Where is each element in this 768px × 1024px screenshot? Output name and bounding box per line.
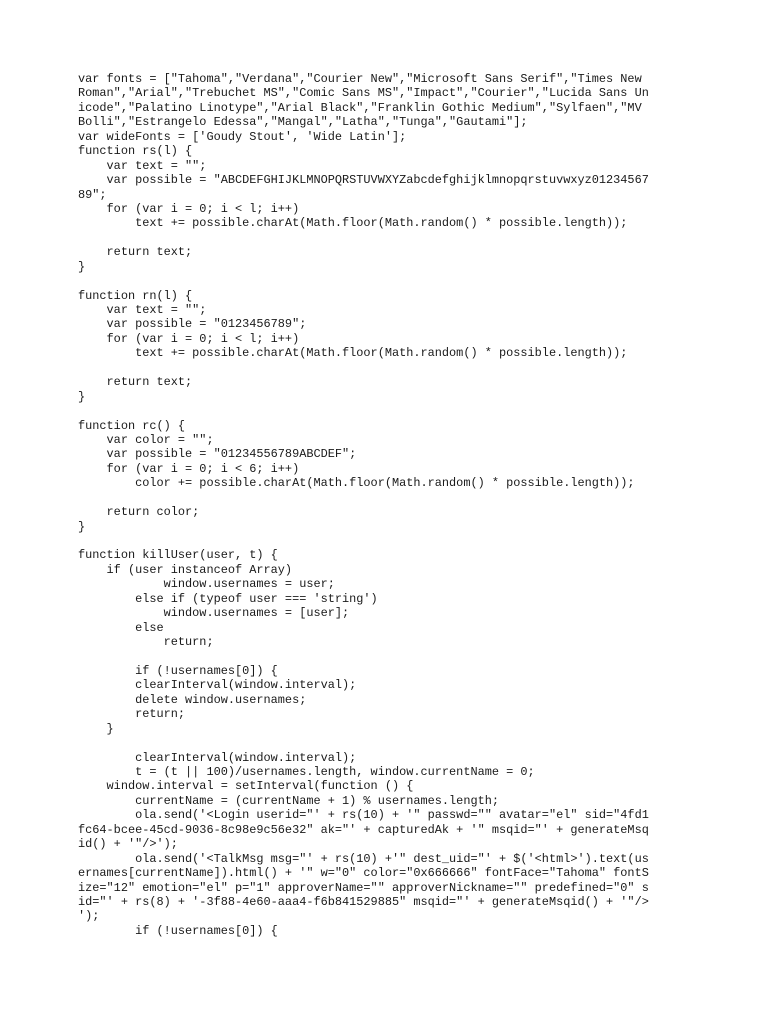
code-line: var wideFonts = ['Goudy Stout', 'Wide Latin']; [78,129,407,144]
code-line: text += possible.charAt(Math.floor(Math.random() * possible.length)); [78,216,628,231]
code-line: } [78,259,86,274]
code-line: function rn(l) { [78,288,193,303]
code-line: window.usernames = user; [78,577,335,592]
code-line: var possible = "ABCDEFGHIJKLMNOPQRSTUVWXYZabcdefghijklmnopqrstuvwxyz01234567 [78,173,649,188]
code-block [78,72,698,938]
code-line [78,361,698,375]
code-line: '); [78,909,100,924]
code-line: return; [78,707,186,722]
code-line: window.interval = setInterval(function () { [78,779,414,794]
code-line: ola.send('<TalkMsg msg="' + rs(10) +'" dest_uid="' + $('<html>').text(us [78,851,649,866]
code-line: clearInterval(window.interval); [78,750,357,765]
code-line [78,534,698,548]
code-line: clearInterval(window.interval); [78,678,357,693]
code-line: currentName = (currentName + 1) % usernames.length; [78,793,499,808]
code-line: for (var i = 0; i < l; i++) [78,201,300,216]
code-line [78,491,698,505]
code-line: window.usernames = [user]; [78,606,350,621]
code-line: var fonts = ["Tahoma","Verdana","Courier New","Microsoft Sans Serif","Times New [78,72,642,86]
code-line: Roman","Arial","Trebuchet MS","Comic Sans MS","Impact","Courier","Lucida Sans Un [78,86,649,101]
code-line: else if (typeof user === 'string') [78,591,378,606]
code-line: if (!usernames[0]) { [78,923,278,938]
code-line: else [78,620,164,635]
code-line: var possible = "01234556789ABCDEF"; [78,447,357,462]
code-line: return text; [78,245,193,260]
code-line: return text; [78,375,193,390]
code-line: id="' + rs(8) + '-3f88-4e60-aaa4-f6b841529885" msqid="' + generateMsqid() + '"/> [78,894,649,909]
code-line: icode","Palatino Linotype","Arial Black","Franklin Gothic Medium","Sylfaen","MV [78,100,642,115]
code-line: } [78,519,86,534]
code-line: if (!usernames[0]) { [78,663,278,678]
code-line: function killUser(user, t) { [78,548,278,563]
code-line [78,404,698,418]
code-line: function rc() { [78,418,186,433]
code-line: var text = ""; [78,158,207,173]
code-line: ize="12" emotion="el" p="1" approverName="" approverNickname="" predefined="0" s [78,880,649,895]
code-line: return; [78,635,214,650]
code-line: if (user instanceof Array) [78,562,293,577]
code-line: for (var i = 0; i < l; i++) [78,331,300,346]
code-line: text += possible.charAt(Math.floor(Math.random() * possible.length)); [78,346,628,361]
code-line: var possible = "0123456789"; [78,317,307,332]
code-line: return color; [78,505,200,520]
code-line: delete window.usernames; [78,692,307,707]
code-line: Bolli","Estrangelo Edessa","Mangal","Latha","Tunga","Gautami"]; [78,115,528,130]
code-line: var color = ""; [78,432,214,447]
code-line: color += possible.charAt(Math.floor(Math.random() * possible.length)); [78,476,635,491]
code-line: fc64-bcee-45cd-9036-8c98e9c56e32" ak="' + capturedAk + '" msqid="' + generateMsq [78,822,649,837]
code-line: function rs(l) { [78,144,193,159]
code-line [78,231,698,245]
code-line: var text = ""; [78,303,207,317]
code-line: 89"; [78,187,107,202]
code-line: t = (t || 100)/usernames.length, window.currentName = 0; [78,765,535,779]
code-line [78,274,698,288]
code-line: for (var i = 0; i < 6; i++) [78,461,300,476]
code-line: } [78,389,86,404]
code-line: } [78,721,114,736]
code-line [78,650,698,664]
code-line: ernames[currentName]).html() + '" w="0" color="0x666666" fontFace="Tahoma" fontS [78,866,649,881]
code-line: ola.send('<Login userid="' + rs(10) + '" passwd="" avatar="el" sid="4fd1 [78,808,649,823]
code-line [78,736,698,750]
code-line: id() + '"/>'); [78,837,178,852]
